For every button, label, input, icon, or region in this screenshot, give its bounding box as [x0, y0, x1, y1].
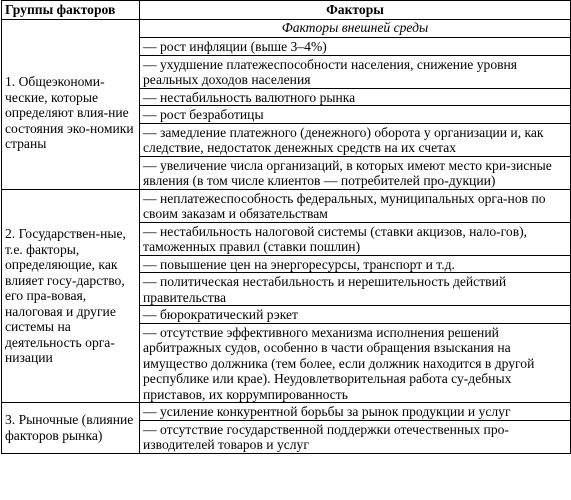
table-row: [2, 189, 571, 222]
factor-item: — неплатежеспособность федеральных, муниципальных орга-нов по своим заказам и обязательствам: [140, 189, 571, 222]
header-groups: Группы факторов: [2, 1, 140, 20]
factor-item: — политическая нестабильность и нерешительность действий правительства: [140, 273, 571, 306]
factor-item: — отсутствие государственной поддержки отечественных про-изводителей товаров и услуг: [140, 420, 571, 453]
factor-item: — нестабильность налоговой системы (ставки акцизов, нало-гов), таможенных правил (ставки пошлин): [140, 222, 571, 255]
header-row: [2, 1, 571, 20]
table-row: [2, 403, 571, 421]
header-factors: Факторы: [140, 1, 571, 20]
factor-item: — отсутствие эффективного механизма исполнения решений арбитражных судов, особенно в части обращения взыскания на имущество должника (тем более, если должник находится в другой республике или крае). Неудовлетворительная работа су-дебных приставов, их коррумпированность: [140, 323, 571, 403]
factor-item: — рост безработицы: [140, 106, 571, 124]
factor-item: — замедление платежного (денежного) оборота у организации и, как следствие, недостаток денежных средств на их счетах: [140, 123, 571, 156]
factor-item: — бюрократический рэкет: [140, 306, 571, 324]
factor-item: — рост инфляции (выше 3–4%): [140, 38, 571, 56]
group-label: 1. Общеэкономи-ческие, которые определяют влия-ние состояния эко-номики страны: [2, 38, 140, 190]
group-label: 3. Рыночные (влияние факторов рынка): [2, 403, 140, 454]
factors-table: [1, 0, 571, 454]
group-label: 2. Государствен-ные, т.е. факторы, определяющие, как влияет госу-дарство, его пра-вовая, налоговая и другие системы на деятельность орга-низации: [2, 189, 140, 403]
subheader-empty-cell: [2, 20, 140, 38]
subheader-external-factors: Факторы внешней среды: [140, 20, 571, 38]
factor-item: — усиление конкурентной борьбы за рынок продукции и услуг: [140, 403, 571, 421]
subheader-row: [2, 20, 571, 38]
factor-item: — ухудшение платежеспособности населения, снижение уровня реальных доходов населения: [140, 55, 571, 88]
factor-item: — увеличение числа организаций, в которых имеют место кри-зисные явления (в том числе клиентов — потребителей про-дукции): [140, 156, 571, 189]
table-row: [2, 38, 571, 56]
factor-item: — нестабильность валютного рынка: [140, 88, 571, 106]
factor-item: — повышение цен на энергоресурсы, транспорт и т.д.: [140, 255, 571, 273]
